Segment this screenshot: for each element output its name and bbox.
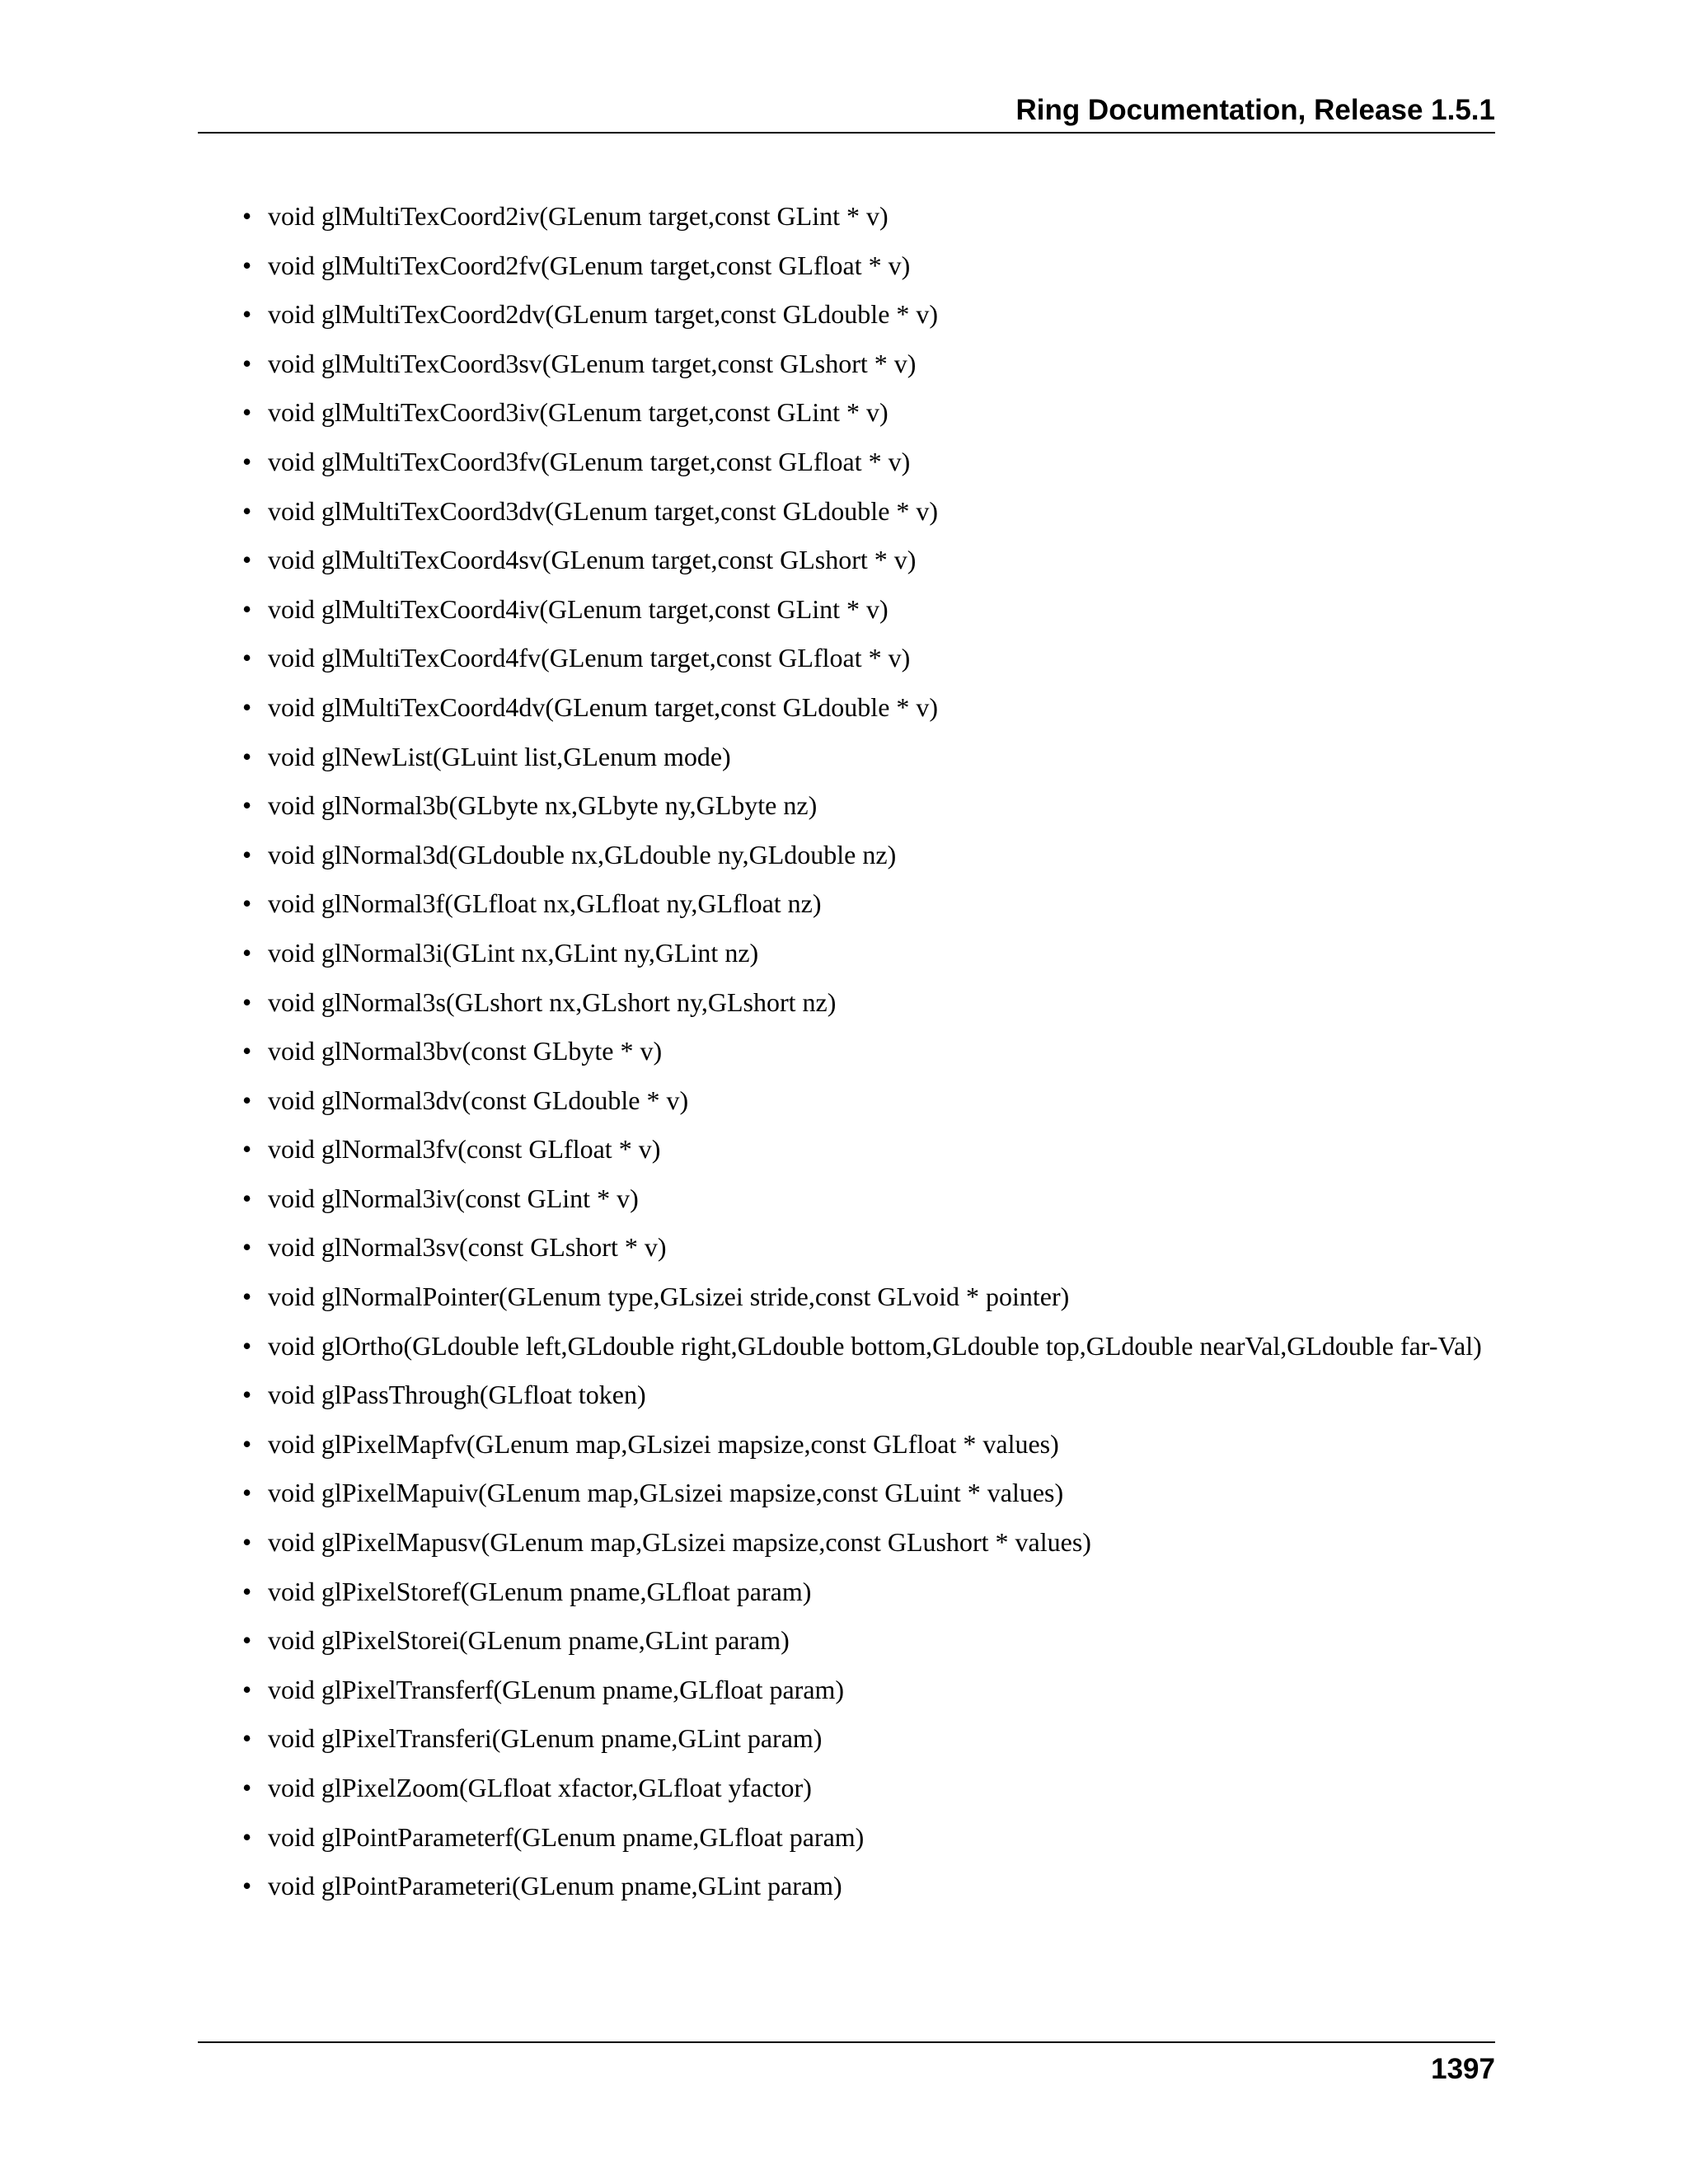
list-item-text: • void glPointParameterf(GLenum pname,GLfloat param) xyxy=(268,1821,865,1852)
list-item-text: • void glNormal3fv(const GLfloat * v) xyxy=(268,1134,661,1165)
page-number: 1397 xyxy=(1431,2053,1495,2085)
list-item-text: • void glMultiTexCoord4fv(GLenum target,const GLfloat * v) xyxy=(268,643,911,673)
list-item-text: • void glMultiTexCoord4dv(GLenum target,const GLdouble * v) xyxy=(268,691,939,722)
list-item xyxy=(198,1427,1495,1461)
list-item xyxy=(198,297,1495,331)
list-item-text: • void glNormal3iv(const GLint * v) xyxy=(268,1183,639,1213)
document-title: Ring Documentation, Release 1.5.1 xyxy=(1015,94,1495,126)
list-item xyxy=(198,1770,1495,1805)
list-item xyxy=(198,1377,1495,1412)
list-item-text: • void glPixelStorei(GLenum pname,GLint param) xyxy=(268,1625,790,1656)
list-item-text: • void glNormal3sv(const GLshort * v) xyxy=(268,1232,667,1263)
list-item xyxy=(198,1525,1495,1559)
list-item xyxy=(198,1574,1495,1609)
list-item-text: • void glPixelTransferi(GLenum pname,GLint param) xyxy=(268,1723,823,1754)
list-item xyxy=(198,1083,1495,1118)
list-item xyxy=(198,1820,1495,1854)
list-item-text: • void glMultiTexCoord4iv(GLenum target,const GLint * v) xyxy=(268,593,889,624)
list-item xyxy=(198,739,1495,774)
list-item-text: • void glNormal3dv(const GLdouble * v) xyxy=(268,1085,689,1115)
list-item xyxy=(198,1132,1495,1166)
list-item-text: • void glPixelZoom(GLfloat xfactor,GLfloat yfactor) xyxy=(268,1773,812,1802)
list-item-text: • void glPixelTransferf(GLenum pname,GLfloat param) xyxy=(268,1674,845,1704)
list-item-text: • void glPointParameteri(GLenum pname,GLint param) xyxy=(268,1871,842,1901)
list-item-text: • void glMultiTexCoord2dv(GLenum target,const GLdouble * v) xyxy=(268,299,939,330)
list-item-text: • void glMultiTexCoord3fv(GLenum target,const GLfloat * v) xyxy=(268,446,911,476)
list-item xyxy=(198,837,1495,872)
list-item xyxy=(198,1181,1495,1216)
page-footer xyxy=(198,2041,1495,2093)
page-content xyxy=(198,199,1495,1918)
list-item xyxy=(198,1230,1495,1264)
list-item xyxy=(198,1721,1495,1755)
list-item xyxy=(198,494,1495,528)
list-item xyxy=(198,592,1495,626)
list-item-text: • void glPixelStoref(GLenum pname,GLfloat param) xyxy=(268,1576,812,1606)
list-item xyxy=(198,788,1495,823)
page-header xyxy=(198,86,1495,134)
list-item-text: • void glNormal3f(GLfloat nx,GLfloat ny,GLfloat nz) xyxy=(268,888,822,919)
list-item xyxy=(198,1033,1495,1068)
list-item xyxy=(198,1623,1495,1657)
list-item-text: • void glNormal3s(GLshort nx,GLshort ny,GLshort nz) xyxy=(268,987,837,1017)
list-item xyxy=(198,199,1495,233)
function-list xyxy=(198,199,1495,1903)
list-item xyxy=(198,1868,1495,1903)
list-item xyxy=(198,935,1495,970)
list-item-text: • void glMultiTexCoord3dv(GLenum target,const GLdouble * v) xyxy=(268,495,939,526)
list-item xyxy=(198,1279,1495,1314)
list-item xyxy=(198,395,1495,429)
list-item-text: • void glMultiTexCoord4sv(GLenum target,const GLshort * v) xyxy=(268,545,917,575)
list-item xyxy=(198,1475,1495,1510)
list-item-text: • void glPixelMapuiv(GLenum map,GLsizei mapsize,const GLuint * values) xyxy=(268,1478,1064,1508)
list-item-text: • void glNormal3bv(const GLbyte * v) xyxy=(268,1036,663,1066)
list-item xyxy=(198,346,1495,381)
list-item xyxy=(198,248,1495,283)
list-item-text: • void glNewList(GLuint list,GLenum mode) xyxy=(268,741,731,771)
list-item-text: • void glNormal3d(GLdouble nx,GLdouble ny,GLdouble nz) xyxy=(268,839,897,869)
list-item xyxy=(198,1672,1495,1707)
list-item-text: • void glMultiTexCoord2fv(GLenum target,const GLfloat * v) xyxy=(268,250,911,280)
list-item xyxy=(198,886,1495,921)
list-item-text: • void glPixelMapusv(GLenum map,GLsizei mapsize,const GLushort * values) xyxy=(268,1527,1091,1558)
list-item xyxy=(198,690,1495,724)
list-item xyxy=(198,640,1495,675)
list-item-text: • void glMultiTexCoord3iv(GLenum target,const GLint * v) xyxy=(268,397,889,428)
list-item-text: • void glOrtho(GLdouble left,GLdouble right,GLdouble bottom,GLdouble top,GLdouble nearVal,GLdouble far-Val) xyxy=(268,1330,1482,1361)
list-item xyxy=(198,444,1495,479)
list-item-text: • void glNormal3b(GLbyte nx,GLbyte ny,GLbyte nz) xyxy=(268,790,818,821)
list-item-text: • void glPixelMapfv(GLenum map,GLsizei mapsize,const GLfloat * values) xyxy=(268,1428,1059,1459)
list-item-text: • void glNormalPointer(GLenum type,GLsizei stride,const GLvoid * pointer) xyxy=(268,1282,1070,1312)
list-item-text: • void glMultiTexCoord2iv(GLenum target,const GLint * v) xyxy=(268,201,889,231)
list-item-text: • void glMultiTexCoord3sv(GLenum target,const GLshort * v) xyxy=(268,348,917,378)
list-item xyxy=(198,1329,1495,1363)
list-item-text: • void glNormal3i(GLint nx,GLint ny,GLint nz) xyxy=(268,937,759,968)
list-item xyxy=(198,542,1495,577)
list-item-text: • void glPassThrough(GLfloat token) xyxy=(268,1380,646,1410)
list-item xyxy=(198,985,1495,1019)
